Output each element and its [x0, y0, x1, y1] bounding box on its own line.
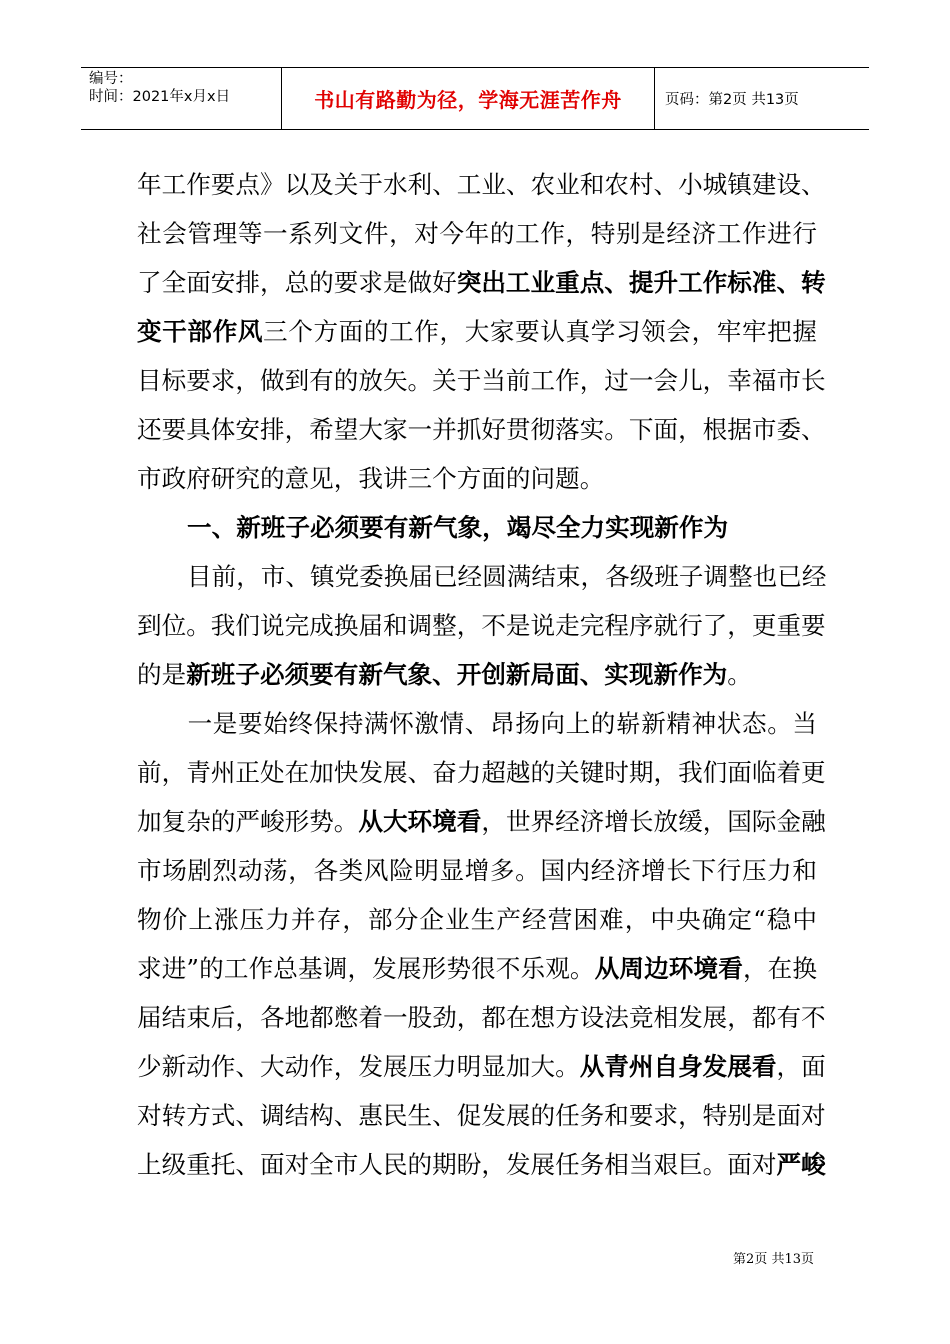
text-line	[137, 307, 817, 356]
text-span: 了全面安排，总的要求是做好	[137, 268, 457, 297]
text-line: 市场剧烈动荡，各类风险明显增多。国内经济增长下行压力和	[137, 856, 817, 885]
text-line	[137, 1042, 826, 1091]
page-footer: 第2页 共13页	[733, 1252, 814, 1267]
text-line	[137, 699, 817, 748]
text-span: 求进”的工作总基调，发展形势很不乐观。	[137, 954, 595, 983]
text-line: 届结束后，各地都憋着一股劲，都在想方设法竞相发展，都有不	[137, 1003, 826, 1032]
text-line: 市政府研究的意见，我讲三个方面的问题。	[137, 464, 605, 493]
text-span: ，在换	[742, 954, 817, 983]
text-span: 的是	[137, 660, 187, 689]
bold-phrase: 新班子必须要有新气象、开创新局面、实现新作为	[186, 660, 728, 689]
text-span: 目前，市、镇党委换届已经圆满结束，各级班子调整也已经	[187, 562, 827, 591]
text-line: 前，青州正处在加快发展、奋力超越的关键时期，我们面临着更	[137, 758, 826, 787]
text-line: 到位。我们说完成换届和调整，不是说走完程序就行了，更重要	[137, 611, 826, 640]
text-span: ，世界经济增长放缓，国际金融	[481, 807, 826, 836]
text-span: 少新动作、大动作，发展压力明显加大。	[137, 1052, 580, 1081]
text-span: 。	[727, 660, 752, 689]
text-line: 目标要求，做到有的放矢。关于当前工作，过一会儿，幸福市长	[137, 366, 826, 395]
bold-phrase: 变干部作风	[137, 317, 264, 346]
text-line: 社会管理等一系列文件，对今年的工作，特别是经济工作进行	[137, 219, 817, 248]
text-line: 对转方式、调结构、惠民生、促发展的任务和要求，特别是面对	[137, 1101, 826, 1130]
text-line	[137, 258, 826, 307]
time-label: 时间：2021年x月x日	[89, 89, 231, 105]
text-line	[137, 944, 817, 993]
bold-phrase: 严峻	[776, 1150, 826, 1179]
number-label: 编号：	[89, 71, 133, 87]
text-line	[137, 650, 817, 699]
header-page-info: 页码：第2页 共13页	[665, 92, 799, 108]
text-span: ，面	[776, 1052, 826, 1081]
text-line: 年工作要点》以及关于水利、工业、农业和农村、小城镇建设、	[137, 170, 826, 199]
text-line	[137, 552, 827, 601]
text-line	[137, 797, 826, 846]
bold-phrase: 突出工业重点、提升工作标准、转	[456, 268, 826, 297]
header-meta-cell	[81, 68, 282, 129]
section-heading	[137, 503, 817, 552]
text-line: 物价上涨压力并存，部分企业生产经营困难，中央确定“稳中	[137, 905, 817, 934]
text-span: 加复杂的严峻形势。	[137, 807, 359, 836]
text-span: 一是要始终保持满怀激情、昂扬向上的崭新精神状态。当	[187, 709, 817, 738]
text-span: 三个方面的工作，大家要认真学习领会，牢牢把握	[263, 317, 817, 346]
bold-phrase: 从青州自身发展看	[579, 1052, 777, 1081]
heading-text: 一、新班子必须要有新气象，竭尽全力实现新作为	[187, 513, 729, 542]
bold-phrase: 从大环境看	[358, 807, 482, 836]
text-span: 上级重托、面对全市人民的期盼，发展任务相当艰巨。面对	[137, 1150, 777, 1179]
text-line	[137, 1140, 826, 1189]
header-motto: 书山有路勤为径，学海无涯苦作舟	[282, 68, 655, 129]
document-body	[137, 160, 827, 1189]
bold-phrase: 从周边环境看	[594, 954, 743, 983]
header-table	[81, 67, 869, 130]
text-line: 还要具体安排，希望大家一并抓好贯彻落实。下面，根据市委、	[137, 415, 826, 444]
